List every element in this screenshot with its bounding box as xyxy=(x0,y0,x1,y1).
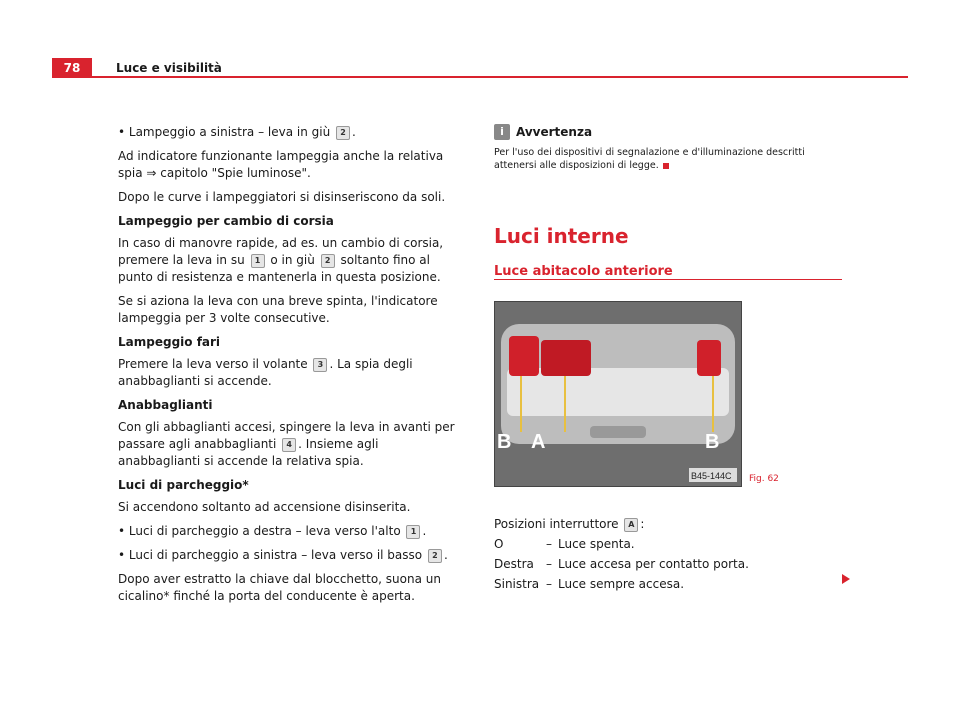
subheading: Lampeggio fari xyxy=(118,335,221,349)
callout-badge: A xyxy=(624,518,638,532)
paragraph: Ad indicatore funzionante lampeggia anche la relativa spia ⇒ capitolo "Spie luminose". xyxy=(118,149,444,180)
paragraph xyxy=(118,547,463,564)
section-title: Luce e visibilità xyxy=(116,61,222,75)
label-b: B xyxy=(497,431,512,453)
label-b: B xyxy=(705,431,720,453)
paragraph xyxy=(118,523,463,540)
paragraph: Si accendono soltanto ad accensione disinserita. xyxy=(118,500,411,514)
page-header xyxy=(52,58,908,78)
chapter-heading: Luci interne xyxy=(494,224,629,248)
info-icon: i xyxy=(494,124,510,140)
text: . xyxy=(352,125,356,139)
handle xyxy=(590,426,646,438)
callout-badge: 1 xyxy=(251,254,265,268)
text: Con gli abbaglianti accesi, spingere la leva in avanti per passare agli anabbaglianti xyxy=(118,420,455,451)
text: In caso di manovre rapide, ad es. un cambio di corsia, premere la leva in su xyxy=(118,236,444,267)
paragraph xyxy=(118,419,463,470)
text: • Luci di parcheggio a sinistra – leva verso il basso xyxy=(118,548,423,562)
position-text: Luce sempre accesa. xyxy=(558,577,685,591)
switch xyxy=(541,340,591,376)
text: Premere la leva verso il volante xyxy=(118,357,308,371)
position-key: O xyxy=(494,537,504,551)
figure-image xyxy=(494,301,742,487)
position-row xyxy=(494,534,844,554)
warning-box xyxy=(494,124,844,172)
section-rule xyxy=(494,279,842,280)
text: Posizioni interruttore xyxy=(494,517,619,531)
left-lamp xyxy=(509,336,539,376)
page-number: 78 xyxy=(52,58,92,78)
text: • Luci di parcheggio a destra – leva verso l'alto xyxy=(118,524,401,538)
text: : xyxy=(640,517,645,531)
text: . La spia degli anabbaglianti si accende. xyxy=(118,357,413,388)
position-key: Destra xyxy=(494,557,534,571)
paragraph xyxy=(118,124,463,141)
header-rule xyxy=(92,76,908,78)
warning-header xyxy=(494,124,844,140)
position-key: Sinistra xyxy=(494,577,540,591)
dash: – xyxy=(546,557,552,571)
end-mark-icon xyxy=(663,163,669,169)
lens xyxy=(507,368,729,416)
positions-intro xyxy=(494,514,844,534)
position-text: Luce accesa per contatto porta. xyxy=(558,557,749,571)
callout-badge: 2 xyxy=(321,254,335,268)
position-row xyxy=(494,554,844,574)
callout-badge: 2 xyxy=(336,126,350,140)
position-text: Luce spenta. xyxy=(558,537,635,551)
callout-badge: 1 xyxy=(406,525,420,539)
warning-body xyxy=(494,146,834,172)
subheading: Lampeggio per cambio di corsia xyxy=(118,214,334,228)
position-row xyxy=(494,574,844,594)
continue-arrow-icon xyxy=(842,574,850,584)
positions-block xyxy=(494,514,844,594)
callout-badge: 3 xyxy=(313,358,327,372)
warning-title: Avvertenza xyxy=(516,125,593,139)
text: • Lampeggio a sinistra – leva in giù xyxy=(118,125,331,139)
left-column xyxy=(118,124,463,612)
text: soltanto fino al punto di resistenza e mantenerla in questa posizione. xyxy=(118,253,441,284)
figure-code: B45-144C xyxy=(691,471,732,481)
subheading: Luci di parcheggio* xyxy=(118,478,249,492)
text: . xyxy=(443,548,448,562)
text: o in giù xyxy=(270,253,315,267)
paragraph: Dopo aver estratto la chiave dal blocchetto, suona un cicalino* finché la porta del conducente è aperta. xyxy=(118,572,441,603)
subheading: Anabbaglianti xyxy=(118,398,213,412)
label-a: A xyxy=(531,431,546,453)
dash: – xyxy=(546,577,552,591)
callout-badge: 2 xyxy=(428,549,442,563)
paragraph: Dopo le curve i lampeggiatori si disinseriscono da soli. xyxy=(118,190,446,204)
text: Per l'uso dei dispositivi di segnalazione e d'illuminazione descritti attenersi alle disposizioni di legge. xyxy=(494,147,805,171)
text: . xyxy=(422,524,427,538)
dash: – xyxy=(546,537,552,551)
right-lamp xyxy=(697,340,721,376)
paragraph: Se si aziona la leva con una breve spinta, l'indicatore lampeggia per 3 volte consecutive. xyxy=(118,294,438,325)
callout-badge: 4 xyxy=(282,438,296,452)
section-heading: Luce abitacolo anteriore xyxy=(494,264,673,279)
paragraph xyxy=(118,235,463,286)
figure-caption: Fig. 62 xyxy=(749,474,779,484)
paragraph xyxy=(118,356,463,390)
dome-light-illustration xyxy=(495,302,741,486)
text: . Insieme agli anabbaglianti si accende la relativa spia. xyxy=(118,437,379,468)
